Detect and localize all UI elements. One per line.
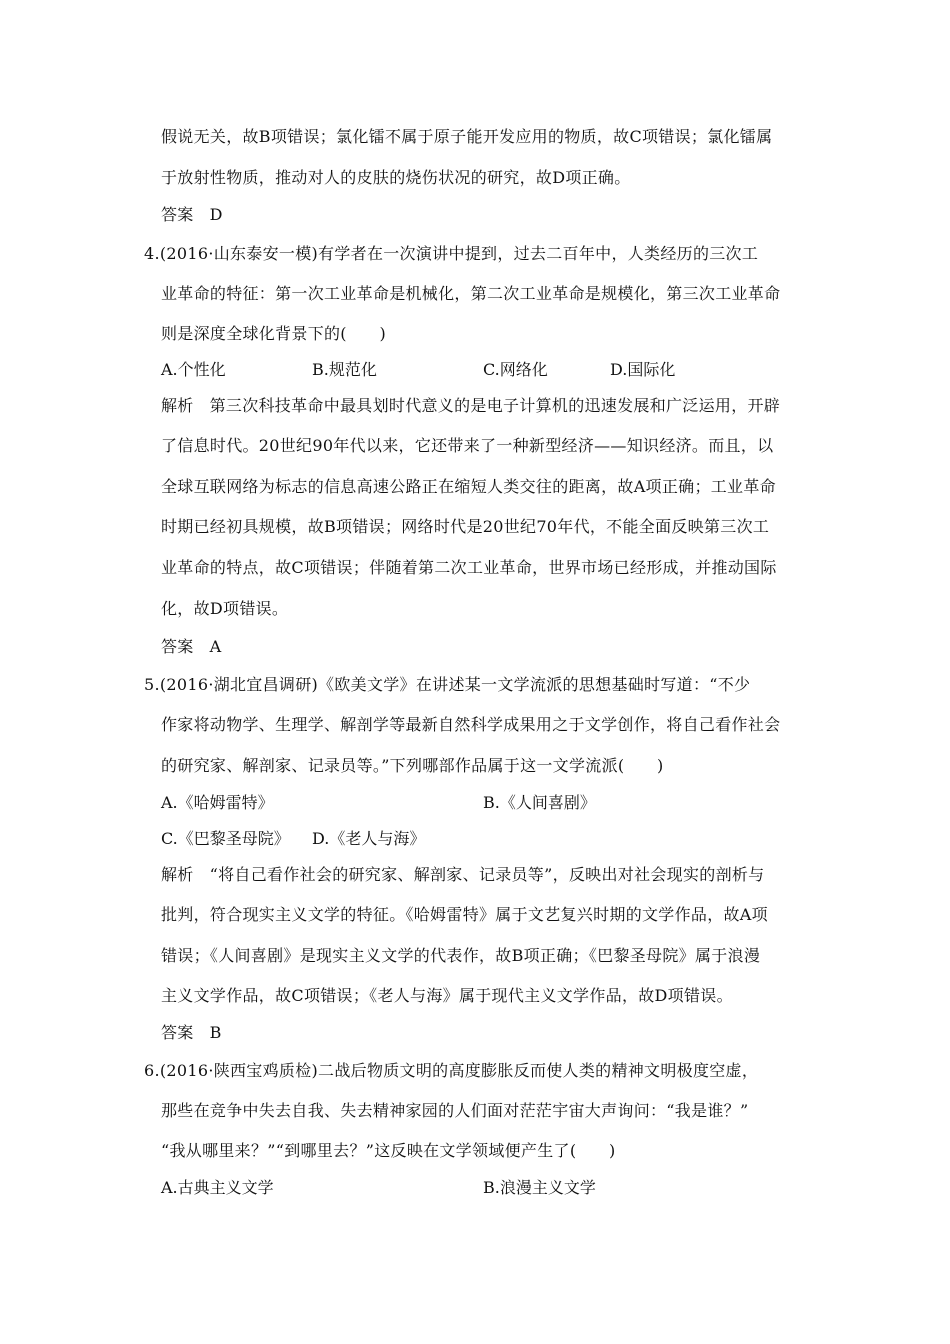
q4-option-d: D.国际化 [610, 360, 676, 379]
q4-analysis-line-5: 业革命的特点，故C项错误；伴随着第二次工业革命，世界市场已经形成，并推动国际 [161, 558, 777, 577]
q5-option-b: B.《人间喜剧》 [483, 793, 596, 812]
q6-options [0, 1177, 950, 1199]
answer-value: D [209, 205, 223, 224]
analysis-text: 第三次科技革命中最具划时代意义的是电子计算机的迅速发展和广泛运用，开辟 [209, 396, 781, 415]
q4-option-b: B.规范化 [312, 360, 377, 379]
q6-stem-line-3: “我从哪里来？”“到哪里去？”这反映在文学领域便产生了( ) [161, 1141, 616, 1160]
q4-option-a: A.个性化 [161, 360, 226, 379]
q3-explanation-line-2: 于放射性物质，推动对人的皮肤的烧伤状况的研究，故D项正确。 [161, 168, 631, 187]
analysis-text: “将自己看作社会的研究家、解剖家、记录员等”，反映出对社会现实的剖析与 [209, 865, 765, 884]
q6-option-b: B.浪漫主义文学 [483, 1178, 596, 1197]
q5-option-c: C.《巴黎圣母院》 [161, 829, 290, 848]
q5-options-row-2 [0, 828, 950, 850]
q5-answer [161, 1022, 222, 1044]
analysis-label: 解析 [161, 396, 194, 415]
analysis-label: 解析 [161, 865, 194, 884]
q5-option-d: D.《老人与海》 [312, 829, 426, 848]
q4-analysis-line-6: 化，故D项错误。 [161, 599, 289, 618]
q5-options-row-1 [0, 792, 950, 814]
answer-value: A [209, 637, 222, 656]
q4-options [0, 359, 950, 381]
answer-label: 答案 [161, 205, 194, 224]
q4-stem-line-1: 4.(2016·山东泰安一模)有学者在一次演讲中提到，过去二百年中，人类经历的三次工 [144, 244, 759, 263]
q3-explanation-line-1: 假说无关，故B项错误；氯化镭不属于原子能开发应用的物质，故C项错误；氯化镭属 [161, 127, 773, 146]
q5-stem-line-3: 的研究家、解剖家、记录员等。”下列哪部作品属于这一文学流派( ) [161, 756, 664, 775]
q5-stem-line-1: 5.(2016·湖北宜昌调研)《欧美文学》在讲述某一文学流派的思想基础时写道：“不少 [144, 675, 751, 694]
answer-value: B [209, 1023, 222, 1042]
q4-stem-line-2: 业革命的特征：第一次工业革命是机械化，第二次工业革命是规模化，第三次工业革命 [161, 284, 781, 303]
q4-analysis-line-1 [161, 395, 780, 417]
q6-stem-line-2: 那些在竞争中失去自我、失去精神家园的人们面对茫茫宇宙大声询问：“我是谁？” [161, 1101, 749, 1120]
q5-analysis-line-2: 批判，符合现实主义文学的特征。《哈姆雷特》属于文艺复兴时期的文学作品，故A项 [161, 905, 768, 924]
q5-analysis-line-4: 主义文学作品，故C项错误；《老人与海》属于现代主义文学作品，故D项错误。 [161, 986, 733, 1005]
q3-answer [161, 204, 223, 226]
q4-option-c: C.网络化 [483, 360, 548, 379]
q4-analysis-line-4: 时期已经初具规模，故B项错误；网络时代是20世纪70年代，不能全面反映第三次工 [161, 517, 770, 536]
q4-stem-line-3: 则是深度全球化背景下的( ) [161, 324, 386, 343]
q4-analysis-line-3: 全球互联网络为标志的信息高速公路正在缩短人类交往的距离，故A项正确；工业革命 [161, 477, 776, 496]
answer-label: 答案 [161, 637, 194, 656]
q5-option-a: A.《哈姆雷特》 [161, 793, 274, 812]
q6-stem-line-1: 6.(2016·陕西宝鸡质检)二战后物质文明的高度膨胀反而使人类的精神文明极度空虚， [144, 1061, 759, 1080]
q4-analysis-line-2: 了信息时代。20世纪90年代以来，它还带来了一种新型经济——知识经济。而且，以 [161, 436, 774, 455]
q4-answer [161, 636, 221, 658]
q5-analysis-line-3: 错误；《人间喜剧》是现实主义文学的代表作，故B项正确；《巴黎圣母院》属于浪漫 [161, 946, 761, 965]
q6-option-a: A.古典主义文学 [161, 1178, 274, 1197]
q5-analysis-line-1 [161, 864, 764, 886]
answer-label: 答案 [161, 1023, 194, 1042]
q5-stem-line-2: 作家将动物学、生理学、解剖学等最新自然科学成果用之于文学创作，将自己看作社会 [161, 715, 781, 734]
